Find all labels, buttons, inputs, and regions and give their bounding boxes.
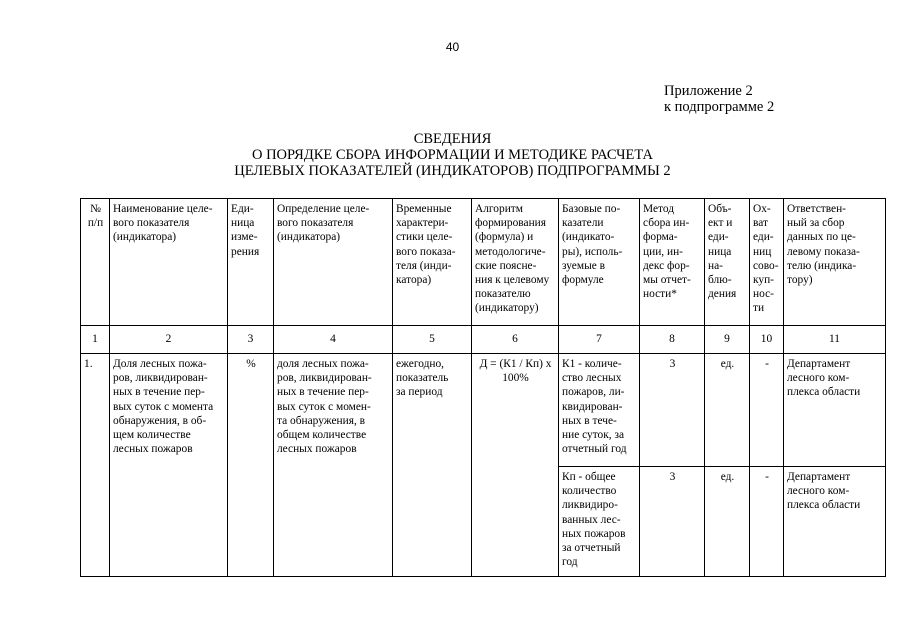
row-number: 1. (81, 354, 110, 577)
header-method: Метод сбора ин- форма- ции, ин- декс фор- мы отчет- ности* (640, 199, 705, 326)
header-basics: Базовые по- казатели (индикато- ры), исполь- зуемые в формуле (559, 199, 640, 326)
collection-method: 3 (640, 467, 705, 577)
base-indicator-kp: Кп - общее количество ликвидиро- ванных лес- ных пожаров за отчетный год (559, 467, 640, 577)
responsible: Департамент лесного ком- плекса области (784, 354, 886, 467)
indicator-time: ежегодно, показатель за период (393, 354, 472, 577)
header-coverage: Ох- ват еди- ниц сово- куп- нос- ти (750, 199, 784, 326)
title-line-3: ЦЕЛЕВЫХ ПОКАЗАТЕЛЕЙ (ИНДИКАТОРОВ) ПОДПРОГРАММЫ 2 (234, 163, 671, 179)
observation-unit: ед. (705, 467, 750, 577)
header-num: № п/п (81, 199, 110, 326)
title-line-1: СВЕДЕНИЯ (413, 131, 492, 147)
header-responsible: Ответствен- ный за сбор данных по це- левому показа- телю (индика- тору) (784, 199, 886, 326)
indicator-definition: доля лесных пожа- ров, ликвидирован- ных в течение пер- вых суток с момен- та обнаружения, в общем количестве лесных пожаров (274, 354, 393, 577)
col-number: 6 (472, 326, 559, 354)
collection-method: 3 (640, 354, 705, 467)
col-number: 5 (393, 326, 472, 354)
column-numbers-row (81, 326, 886, 354)
observation-unit: ед. (705, 354, 750, 467)
col-number: 9 (705, 326, 750, 354)
col-number: 10 (750, 326, 784, 354)
coverage: - (750, 354, 784, 467)
header-algorithm: Алгоритм формирования (формула) и методологиче- ские поясне- ния к целевому показателю (индикатору) (472, 199, 559, 326)
responsible: Департамент лесного ком- плекса области (784, 467, 886, 577)
header-name: Наименование целе- вого показателя (индикатора) (110, 199, 228, 326)
col-number: 1 (81, 326, 110, 354)
document-title (200, 131, 705, 179)
col-number: 4 (274, 326, 393, 354)
page-number: 40 (445, 40, 460, 54)
indicator-formula: Д = (К1 / Кп) х 100% (472, 354, 559, 577)
col-number: 8 (640, 326, 705, 354)
coverage: - (750, 467, 784, 577)
header-unit: Еди- ница изме- рения (228, 199, 274, 326)
title-line-2: О ПОРЯДКЕ СБОРА ИНФОРМАЦИИ И МЕТОДИКЕ РАСЧЕТА (251, 147, 654, 163)
appendix-line-1: Приложение 2 (664, 83, 753, 99)
header-time: Временные характери- стики целе- вого показа- теля (инди- катора) (393, 199, 472, 326)
header-definition: Определение целе- вого показателя (индикатора) (274, 199, 393, 326)
header-row (81, 199, 886, 326)
indicator-unit: % (228, 354, 274, 577)
col-number: 3 (228, 326, 274, 354)
indicators-table (80, 198, 886, 577)
base-indicator-k1: К1 - количе- ство лесных пожаров, ли- квидирован- ных в тече- ние суток, за отчетный год (559, 354, 640, 467)
appendix-line-2: к подпрограмме 2 (664, 99, 775, 115)
col-number: 2 (110, 326, 228, 354)
header-object: Объ- ект и еди- ница на- блю- дения (705, 199, 750, 326)
appendix-note (664, 83, 774, 115)
col-number: 11 (784, 326, 886, 354)
col-number: 7 (559, 326, 640, 354)
indicator-name: Доля лесных пожа- ров, ликвидирован- ных в течение пер- вых суток с момента обнаружения, в об- щем количестве лесных пожаров (110, 354, 228, 577)
table-row (81, 354, 886, 467)
